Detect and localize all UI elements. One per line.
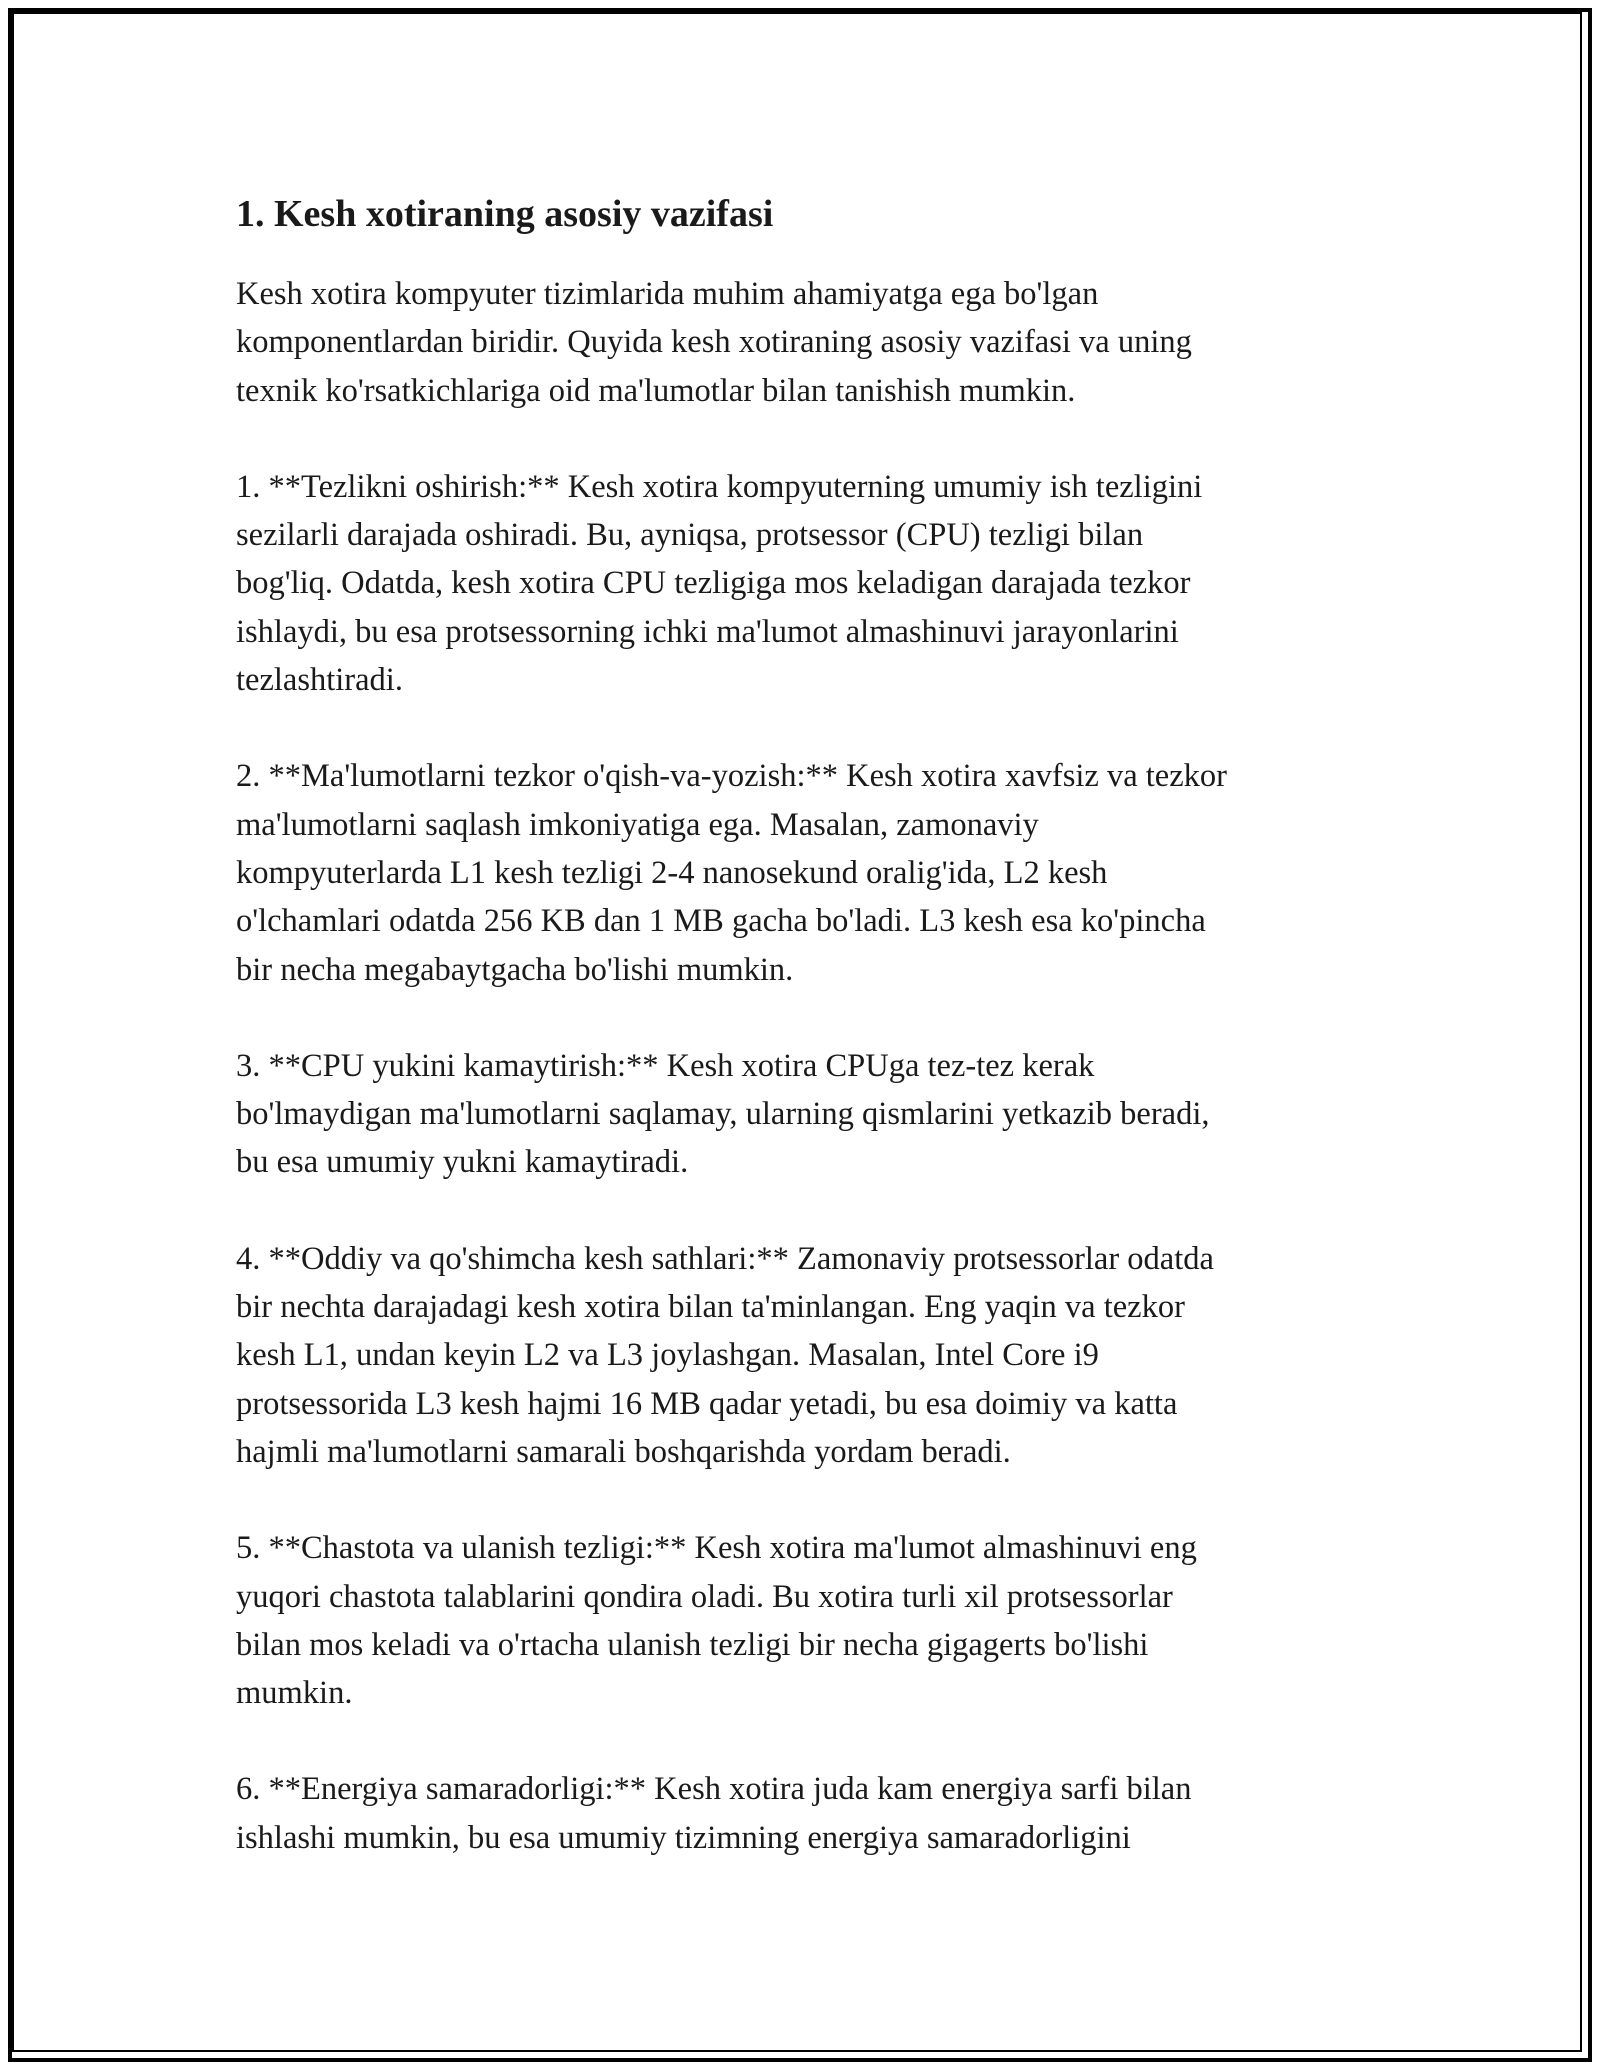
text-line: ishlashi mumkin, bu esa umumiy tizimning energiya samaradorligini <box>236 1819 1131 1856</box>
intro-paragraph <box>236 270 1366 415</box>
text-line: bilan mos keladi va o'rtacha ulanish tezligi bir necha gigagerts bo'lishi <box>236 1626 1149 1663</box>
text-line: 2. **Ma'lumotlarni tezkor o'qish-va-yozish:** Kesh xotira xavfsiz va tezkor <box>236 758 1227 795</box>
text-line: Kesh xotira kompyuter tizimlarida muhim ahamiyatga ega bo'lgan <box>236 276 1099 312</box>
text-line: kompyuterlarda L1 kesh tezligi 2-4 nanosekund oralig'ida, L2 kesh <box>236 854 1108 891</box>
text-line: bir necha megabaytgacha bo'lishi mumkin. <box>236 951 794 988</box>
text-line: protsessorida L3 kesh hajmi 16 MB qadar yetadi, bu esa doimiy va katta <box>236 1385 1178 1422</box>
list-item-read-write <box>236 752 1366 993</box>
text-line: 6. **Energiya samaradorligi:** Kesh xotira juda kam energiya sarfi bilan <box>236 1771 1192 1808</box>
text-line: o'lchamlari odatda 256 KB dan 1 MB gacha bo'ladi. L3 kesh esa ko'pincha <box>236 903 1206 940</box>
list-item-energy <box>236 1765 1366 1862</box>
text-line: bu esa umumiy yukni kamaytiradi. <box>236 1144 689 1181</box>
text-line: komponentlardan biridir. Quyida kesh xotiraning asosiy vazifasi va uning <box>236 324 1192 361</box>
text-line: kesh L1, undan keyin L2 va L3 joylashgan. Masalan, Intel Core i9 <box>236 1337 1099 1374</box>
text-line: 3. **CPU yukini kamaytirish:** Kesh xotira CPUga tez-tez kerak <box>236 1047 1095 1084</box>
text-line: 4. **Oddiy va qo'shimcha kesh sathlari:** Zamonaviy protsessorlar odatda <box>236 1240 1214 1277</box>
text-line: mumkin. <box>236 1675 353 1712</box>
text-line: 5. **Chastota va ulanish tezligi:** Kesh xotira ma'lumot almashinuvi eng <box>236 1530 1197 1567</box>
text-line: yuqori chastota talablarini qondira oladi. Bu xotira turli xil protsessorlar <box>236 1578 1173 1615</box>
text-line: sezilarli darajada oshiradi. Bu, ayniqsa, protsessor (CPU) tezligi bilan <box>236 517 1144 554</box>
document-title: 1. Kesh xotiraning asosiy vazifasi <box>236 193 774 235</box>
document-body <box>236 185 1366 1910</box>
list-item-frequency <box>236 1524 1366 1717</box>
text-line: 1. **Tezlikni oshirish:** Kesh xotira kompyuterning umumiy ish tezligini <box>236 468 1203 505</box>
text-line: bir nechta darajadagi kesh xotira bilan ta'minlangan. Eng yaqin va tezkor <box>236 1289 1185 1326</box>
text-line: ma'lumotlarni saqlash imkoniyatiga ega. Masalan, zamonaviy <box>236 806 1039 843</box>
list-item-speed <box>236 463 1366 704</box>
text-line: bog'liq. Odatda, kesh xotira CPU tezligiga mos keladigan darajada tezkor <box>236 565 1191 602</box>
text-line: bo'lmaydigan ma'lumotlarni saqlamay, ularning qismlarini yetkazib beradi, <box>236 1096 1210 1133</box>
list-item-cpu-load <box>236 1042 1366 1187</box>
text-line: ishlaydi, bu esa protsessorning ichki ma'lumot almashinuvi jarayonlarini <box>236 613 1179 650</box>
text-line: hajmli ma'lumotlarni samarali boshqarishda yordam beradi. <box>236 1433 1011 1470</box>
text-line: texnik ko'rsatkichlariga oid ma'lumotlar bilan tanishish mumkin. <box>236 372 1076 409</box>
text-line: tezlashtiradi. <box>236 662 403 699</box>
list-item-cache-levels <box>236 1235 1366 1476</box>
